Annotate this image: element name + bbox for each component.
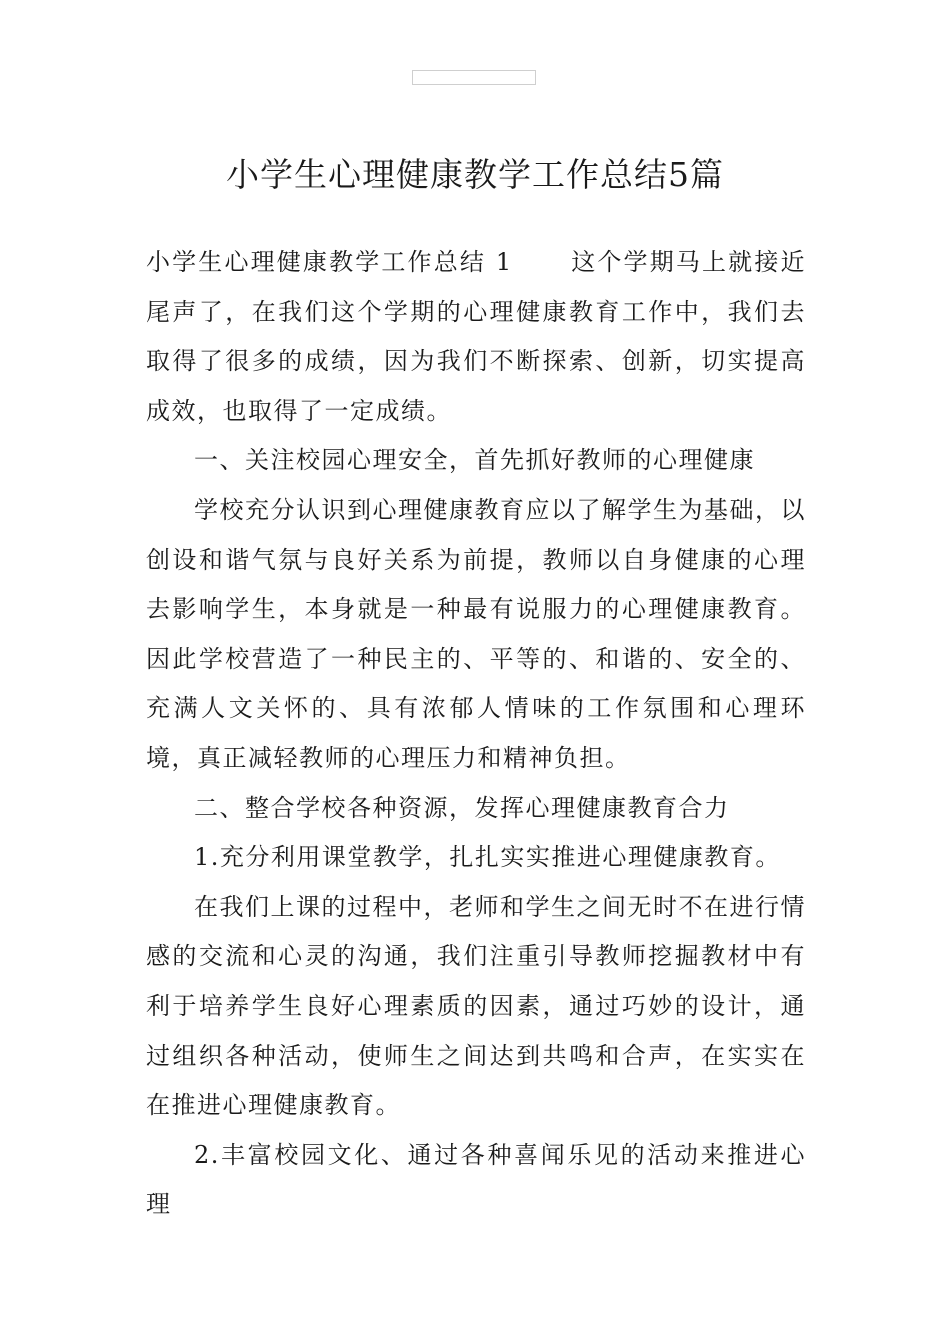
item2-heading: 2.丰富校园文化、通过各种喜闻乐见的活动来推进心理 xyxy=(146,1140,806,1219)
item1-heading: 1.充分利用课堂教学，扎扎实实推进心理健康教育。 xyxy=(194,843,781,872)
section1-paragraph: 学校充分认识到心理健康教育应以了解学生为基础，以创设和谐气氛与良好关系为前提，教师以自身健康的心理去影响学生，本身就是一种最有说服力的心理健康教育。因此学校营造了一种民主的、平等的、和谐的、安全的、充满人文关怀的、具有浓郁人情味的工作氛围和心理环境，真正减轻教师的心理压力和精神负担。 xyxy=(146,495,806,772)
intro-text: 这个学期马上就接近尾声了，在我们这个学期的心理健康教育工作中，我们去取得了很多的成绩，因为我们不断探索、创新，切实提高成效，也取得了一定成绩。 xyxy=(146,248,806,425)
intro-paragraph xyxy=(146,238,806,436)
page-header-box xyxy=(412,70,536,85)
document-title: 小学生心理健康教学工作总结5篇 xyxy=(226,155,724,194)
document-body xyxy=(146,238,806,1230)
section1-heading: 一、关注校园心理安全，首先抓好教师的心理健康 xyxy=(194,446,755,475)
intro-label: 小学生心理健康教学工作总结 1 xyxy=(146,248,513,276)
item1-paragraph: 在我们上课的过程中，老师和学生之间无时不在进行情感的交流和心灵的沟通，我们注重引导教师挖掘教材中有利于培养学生良好心理素质的因素，通过巧妙的设计，通过组织各种活动，使师生之间达到共鸣和合声，在实实在在推进心理健康教育。 xyxy=(146,892,806,1120)
section2-heading: 二、整合学校各种资源，发挥心理健康教育合力 xyxy=(194,793,730,822)
